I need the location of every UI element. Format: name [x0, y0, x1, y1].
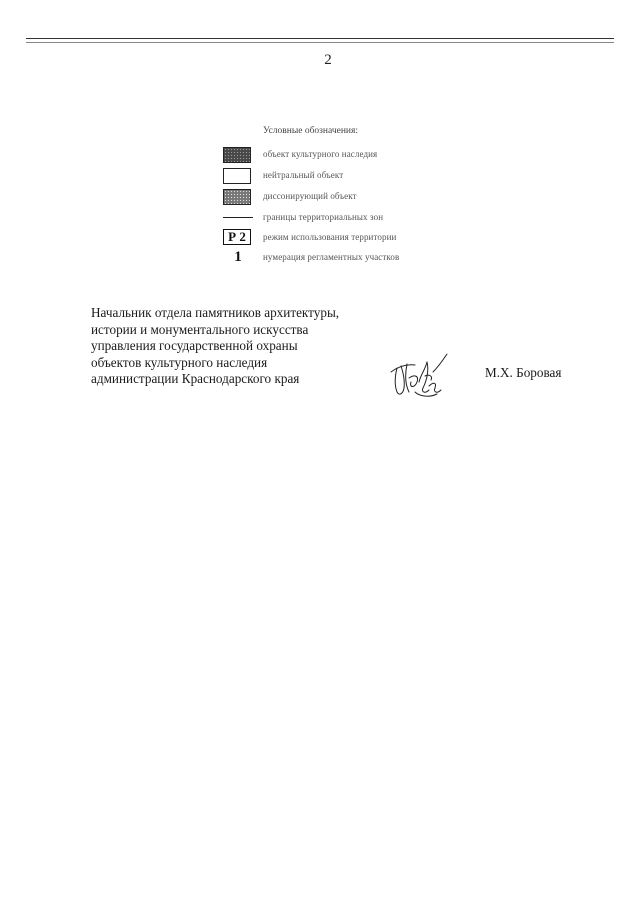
signer-position-line: Начальник отдела памятников архитектуры, — [91, 305, 340, 320]
legend-item-regime — [223, 229, 483, 247]
legend-item-heritage — [223, 146, 483, 164]
regime-box-icon: Р 2 — [223, 229, 251, 245]
signer-position-line: истории и монументального искусства — [91, 321, 309, 337]
handwritten-signature-icon — [385, 352, 455, 400]
signer-position-line: управления государственной охраны — [91, 338, 298, 354]
signer-name: М.Х. Боровая — [485, 365, 562, 380]
legend-item-label: нейтральный объект — [263, 170, 344, 180]
legend-item-label: нумерация регламентных участков — [263, 252, 400, 262]
plot-number-icon: 1 — [234, 249, 242, 265]
legend-item-label: диссонирующий объект — [263, 191, 357, 201]
legend-item-numbering — [223, 249, 483, 267]
signer-position — [91, 305, 339, 388]
dissonant-hatch-icon — [223, 189, 251, 205]
heritage-hatch-icon — [223, 147, 251, 163]
top-rule-secondary — [26, 42, 614, 43]
legend-item-label: границы территориальных зон — [263, 212, 384, 222]
neutral-box-icon — [223, 168, 251, 184]
legend-item-boundary — [223, 209, 483, 227]
legend-item-label: режим использования территории — [263, 232, 397, 242]
legend-title: Условные обозначения: — [263, 126, 359, 136]
legend-item-label: объект культурного наследия — [263, 149, 378, 159]
legend-item-neutral — [223, 167, 483, 185]
legend-item-dissonant — [223, 188, 483, 206]
top-rule — [26, 38, 614, 39]
boundary-line-icon — [223, 217, 253, 218]
signer-position-line: объектов культурного наследия — [91, 354, 268, 370]
signer-position-line: администрации Краснодарского края — [91, 371, 300, 387]
page-number: 2 — [324, 52, 332, 68]
